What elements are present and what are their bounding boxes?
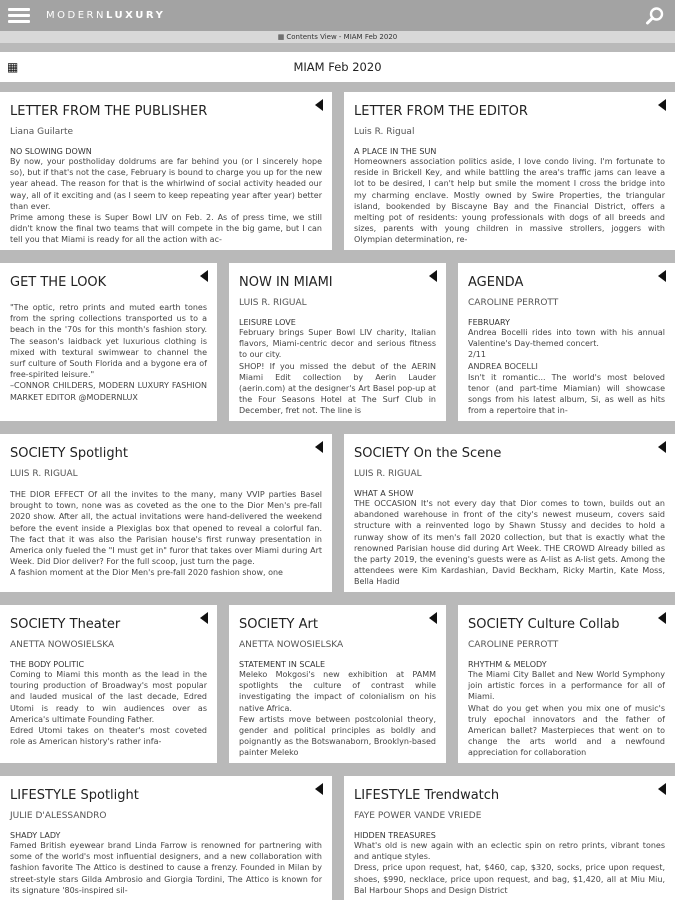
body-paragraph: –CONNOR CHILDERS, MODERN LUXURY FASHION MARKET EDITOR @MODERNLUX [10, 381, 207, 402]
body-paragraph: "The optic, retro prints and muted earth tones from the spring collections transported us to a beach in the '70s for this month's fashion story. The season's laidback yet luxurious clothing is mixed with textural swimwear to channel the surf culture of South Florida and a bygone era of free-spirited leisure." [10, 303, 207, 380]
body-paragraph: Few artists move between postcolonial theory, gender and political principles as boldly and poignantly as the Botswanaborn, Brooklyn-based painter Meleko [239, 714, 436, 758]
brand-logo[interactable] [46, 10, 165, 21]
body-paragraph: THE OCCASION It's not every day that Dior comes to town, builds out an abandoned warehouse in front of the city's newest museum, covers said structure with a reinvented logo by Shawn Stussy and decides to hold a runway show of its men's fall 2020 collection, but that is exactly what the renowned Parisian house did during Art Week. THE CROWD Already billed as the party 2019, the evening's guests were as A-list as A-list gets. Among the attendees were Kim Kardashian, David Beckham, Ricky Martin, Kate Moss, Bella Hadid [354, 499, 665, 587]
body-paragraph: THE DIOR EFFECT Of all the invites to the many, many VVIP parties Basel brought to town, none was as coveted as the one to the Dior Men's pre-fall 2020 show. After all, the actual invitations were hand-delivered the weekend before the event inside a Plexiglas box that opened to reveal a colorful fan. The fact that it was also the Parisian house's first runway presentation in America only fueled the "I must get in" furor that takes over Miami during Art Week. Did Dior deliver? For the full scoop, just turn the page. [10, 490, 322, 567]
article-card[interactable] [229, 605, 446, 763]
card-title: GET THE LOOK [10, 275, 107, 290]
body-paragraph: Edred Utomi takes on theater's most coveted role as American history's rather infa- [10, 726, 207, 747]
logo-bold: LUXURY [105, 10, 166, 21]
card-title: SOCIETY Art [239, 617, 318, 632]
body-paragraph: By now, your postholiday doldrums are far behind you (or I sincerely hope so), but if that's not the case, February is bound to charge you up for the new year ahead. The reason for that is the whirlwind of social activity headed our way, all of it exciting and (as I seem to keep repeating year after year) better than ever. [10, 157, 322, 211]
card-body [354, 156, 665, 246]
card-title: SOCIETY Theater [10, 617, 121, 632]
body-paragraph: Coming to Miami this month as the lead in the touring production of Broadway's most popular and lauded musical of the last decade, Edred Utomi is ready to win audiences over as America's ultimate Founding Father. [10, 670, 207, 724]
body-paragraph: Famed British eyewear brand Linda Farrow is renowned for partnering with some of the world's most influential designers, and a new collaboration with fashion favorite The Attico is destined to cause a frenzy. Founded in Milan by street-style stars Gilda Ambrosio and Giorgia Tordini, The Attico is known for its signature '80s-inspired sil- [10, 841, 322, 895]
body-paragraph: Dress, price upon request, hat, $460, cap, $320, socks, price upon request, shoes, $990, necklace, price upon request, and bag, $1,420, all at Miu Miu, Bal Harbour Shops and Design District [354, 863, 665, 895]
search-icon[interactable] [645, 6, 665, 26]
card-body [239, 669, 436, 759]
card-body [468, 669, 665, 759]
card-title: LIFESTYLE Spotlight [10, 788, 139, 803]
play-audio-icon[interactable] [658, 783, 666, 795]
body-paragraph: ANDREA BOCELLI [468, 361, 538, 371]
card-title: SOCIETY Spotlight [10, 446, 128, 461]
card-author: ANETTA NOWOSIELSKA [239, 640, 344, 650]
card-author: Liana Guilarte [10, 127, 74, 137]
article-card[interactable] [0, 92, 332, 250]
menu-icon[interactable] [8, 8, 30, 24]
card-body [239, 327, 436, 417]
body-paragraph: A fashion moment at the Dior Men's pre-fall 2020 fashion show, one [10, 568, 283, 578]
play-audio-icon[interactable] [315, 441, 323, 453]
card-section: SHADY LADY [10, 831, 61, 840]
card-body [10, 489, 322, 579]
play-audio-icon[interactable] [658, 270, 666, 282]
play-audio-icon[interactable] [429, 270, 437, 282]
card-section: STATEMENT IN SCALE [239, 660, 326, 669]
body-paragraph: Prime among these is Super Bowl LIV on Feb. 2. As of press time, we still didn't know the final two teams that will compete in the big game, but I can tell you that Miami is ready for all the action with ac- [10, 213, 322, 245]
play-audio-icon[interactable] [200, 612, 208, 624]
article-card[interactable] [344, 92, 675, 250]
body-paragraph: Meleko Mokgosi's new exhibition at PAMM spotlights the culture of contrast while investigating the impact of colonialism on his native Africa. [239, 670, 436, 713]
card-section: RHYTHM & MELODY [468, 660, 547, 669]
article-card[interactable] [229, 263, 446, 421]
card-section: HIDDEN TREASURES [354, 831, 436, 840]
play-audio-icon[interactable] [200, 270, 208, 282]
logo-light: MODERN [46, 10, 106, 21]
issue-title: MIAM Feb 2020 [293, 60, 382, 74]
body-paragraph: Homeowners association politics aside, I love condo living. I'm fortunate to reside in Brickell Key, and while battling the area's traffic jams can leave a lot to be desired, I can't help but smile the moment I cross the bridge into my charming enclave. Mostly owned by Swire Properties, the triangular island, bookended by Biscayne Bay and the Financial District, offers a melting pot of residents: young professionals with dogs of all breeds and sizes, parents with young children in massive strollers, joggers with Olympian determination, re- [354, 157, 665, 245]
card-author: JULIE D'ALESSANDRO [10, 811, 107, 821]
article-card[interactable] [344, 434, 675, 592]
article-card[interactable] [458, 263, 675, 421]
play-audio-icon[interactable] [429, 612, 437, 624]
card-author: CAROLINE PERROTT [468, 640, 559, 650]
card-author: ANETTA NOWOSIELSKA [10, 640, 115, 650]
card-section: A PLACE IN THE SUN [354, 147, 437, 156]
play-audio-icon[interactable] [658, 99, 666, 111]
card-author: LUIS R. RIGUAL [354, 469, 422, 479]
card-body [10, 840, 322, 896]
card-title: LETTER FROM THE PUBLISHER [10, 104, 208, 119]
card-section: LEISURE LOVE [239, 318, 296, 327]
body-paragraph: What's old is new again with an eclectic spin on retro prints, vibrant tones and antique styles. [354, 841, 665, 862]
play-audio-icon[interactable] [315, 783, 323, 795]
card-author: FAYE POWER VANDE VRIEDE [354, 811, 482, 821]
card-body [354, 498, 665, 588]
card-section: NO SLOWING DOWN [10, 147, 92, 156]
card-author: CAROLINE PERROTT [468, 298, 559, 308]
card-section: FEBRUARY [468, 318, 510, 327]
issue-bar [0, 52, 675, 82]
card-body [354, 840, 665, 896]
card-title: SOCIETY On the Scene [354, 446, 502, 461]
article-card[interactable] [0, 605, 217, 763]
body-paragraph: February brings Super Bowl LIV charity, Italian flavors, Miami-centric decor and serious fitness to our city. [239, 328, 436, 360]
card-body [10, 156, 322, 246]
card-section: WHAT A SHOW [354, 489, 414, 498]
card-body [10, 302, 207, 403]
card-title: LETTER FROM THE EDITOR [354, 104, 528, 119]
card-author: LUIS R. RIGUAL [10, 469, 78, 479]
breadcrumb-text: Contents View - MIAM Feb 2020 [286, 33, 398, 41]
card-section: THE BODY POLITIC [10, 660, 85, 669]
app-bar [0, 0, 675, 31]
card-title: SOCIETY Culture Collab [468, 617, 620, 632]
card-body [468, 327, 665, 417]
play-audio-icon[interactable] [315, 99, 323, 111]
article-card[interactable] [458, 605, 675, 763]
book-icon[interactable]: ▦ [7, 60, 19, 74]
card-title: AGENDA [468, 275, 524, 290]
article-card[interactable] [344, 776, 675, 900]
article-card[interactable] [0, 434, 332, 592]
play-audio-icon[interactable] [658, 612, 666, 624]
card-author: LUIS R. RIGUAL [239, 298, 307, 308]
body-paragraph: The Miami City Ballet and New World Symphony join artistic forces in a performance for all of Miami. [468, 670, 665, 702]
article-card[interactable] [0, 263, 217, 421]
breadcrumb [0, 31, 675, 43]
card-body [10, 669, 207, 747]
play-audio-icon[interactable] [658, 441, 666, 453]
body-paragraph: Isn't it romantic... The world's most beloved tenor (and part-time Miamian) will showcase songs from his latest album, Si, as well as hits from a repertoire that in- [468, 372, 665, 416]
body-paragraph: SHOP! If you missed the debut of the AERIN Miami Edit collection by Aerin Lauder (aerin.com) at the designer's Art Basel pop-up at the Four Seasons Hotel at The Surf Club in December, fret not. The line is [239, 361, 436, 416]
contents-icon: ▦ [277, 33, 285, 41]
card-author: Luis R. Rigual [354, 127, 415, 137]
body-paragraph: What do you get when you mix one of music's truly epochal innovators and the father of American ballet? Masterpieces that went on to change the arts world and a newfound appreciation for collaboration [468, 703, 665, 758]
card-title: NOW IN MIAMI [239, 275, 333, 290]
article-card[interactable] [0, 776, 332, 900]
card-title: LIFESTYLE Trendwatch [354, 788, 500, 803]
body-paragraph: 2/11 [468, 350, 486, 360]
body-paragraph: Andrea Bocelli rides into town with his annual Valentine's Day-themed concert. [468, 328, 665, 349]
